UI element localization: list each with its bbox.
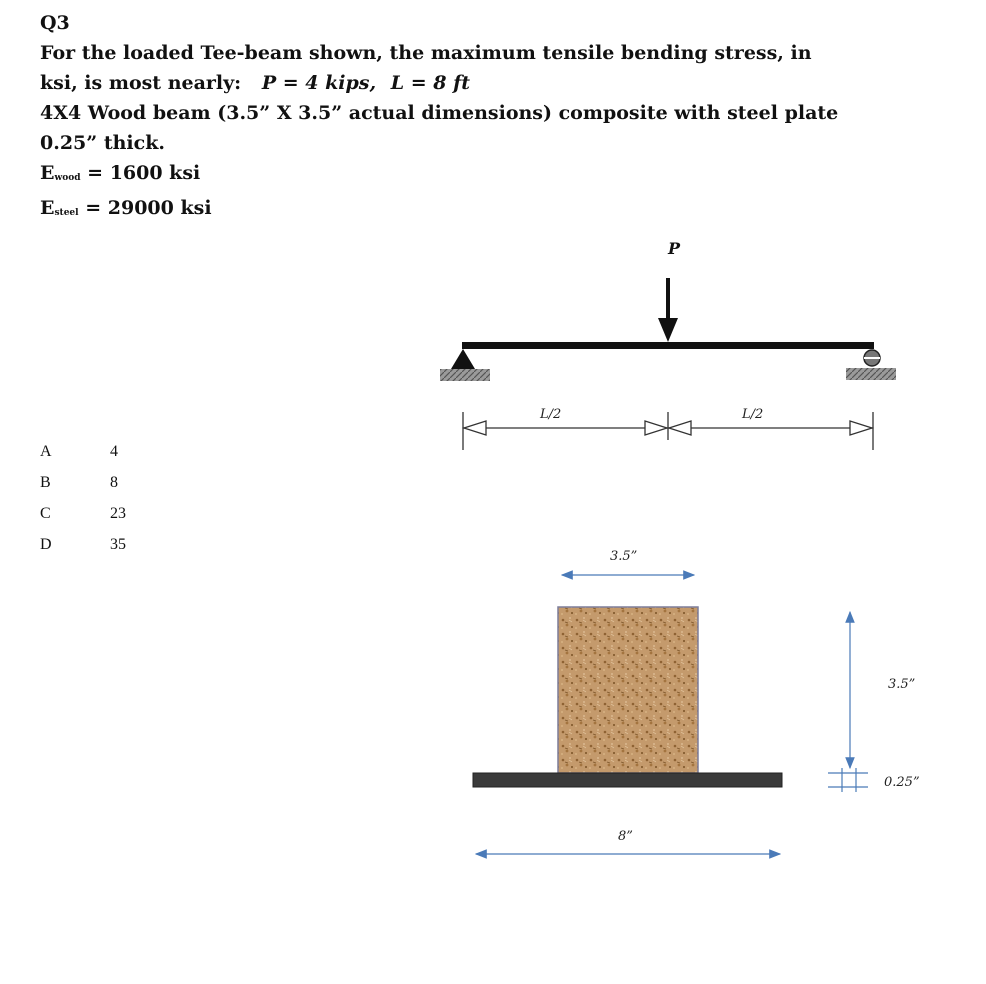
e-wood-value: = 1600 ksi — [87, 162, 201, 184]
load-arrow — [658, 278, 678, 342]
plate-thickness-label: 0.25” — [884, 775, 920, 790]
e-steel-label: E — [40, 197, 55, 219]
choice-letter: B — [40, 474, 51, 491]
question-number: Q3 — [40, 12, 70, 34]
e-steel-value: = 29000 ksi — [85, 197, 212, 219]
e-steel-subscript: steel — [54, 208, 79, 218]
left-span-label: L/2 — [540, 407, 562, 422]
wood-width-label: 3.5” — [610, 549, 638, 564]
e-wood-label: E — [40, 162, 55, 184]
choice-value: 35 — [110, 536, 126, 553]
load-label: P — [668, 239, 681, 258]
choice-letter: D — [40, 536, 52, 553]
choice-value: 4 — [110, 443, 118, 460]
question-line-2-prefix: ksi, is most nearly: — [40, 72, 242, 94]
question-line-4: 0.25” thick. — [40, 132, 165, 154]
choice-value: 23 — [110, 505, 126, 522]
pin-support-icon — [440, 349, 490, 381]
beam — [462, 342, 874, 349]
question-line-3: 4X4 Wood beam (3.5” X 3.5” actual dimensions) composite with steel plate — [40, 102, 839, 124]
choice-letter: C — [40, 505, 51, 522]
span-dimension — [463, 412, 873, 450]
load-value: P = 4 kips, — [261, 72, 377, 94]
wood-height-label: 3.5” — [888, 677, 916, 692]
choice-value: 8 — [110, 474, 118, 491]
wood-block — [558, 607, 698, 773]
plate-thickness-dimension — [828, 768, 868, 792]
length-value: L = 8 ft — [390, 72, 471, 94]
choice-letter: A — [40, 443, 52, 460]
question-line-1: For the loaded Tee-beam shown, the maximum tensile bending stress, in — [40, 42, 812, 64]
e-wood-subscript: wood — [54, 173, 81, 183]
steel-plate — [473, 773, 782, 787]
right-span-label: L/2 — [742, 407, 764, 422]
roller-support-icon — [846, 350, 896, 380]
plate-width-label: 8” — [618, 829, 633, 844]
